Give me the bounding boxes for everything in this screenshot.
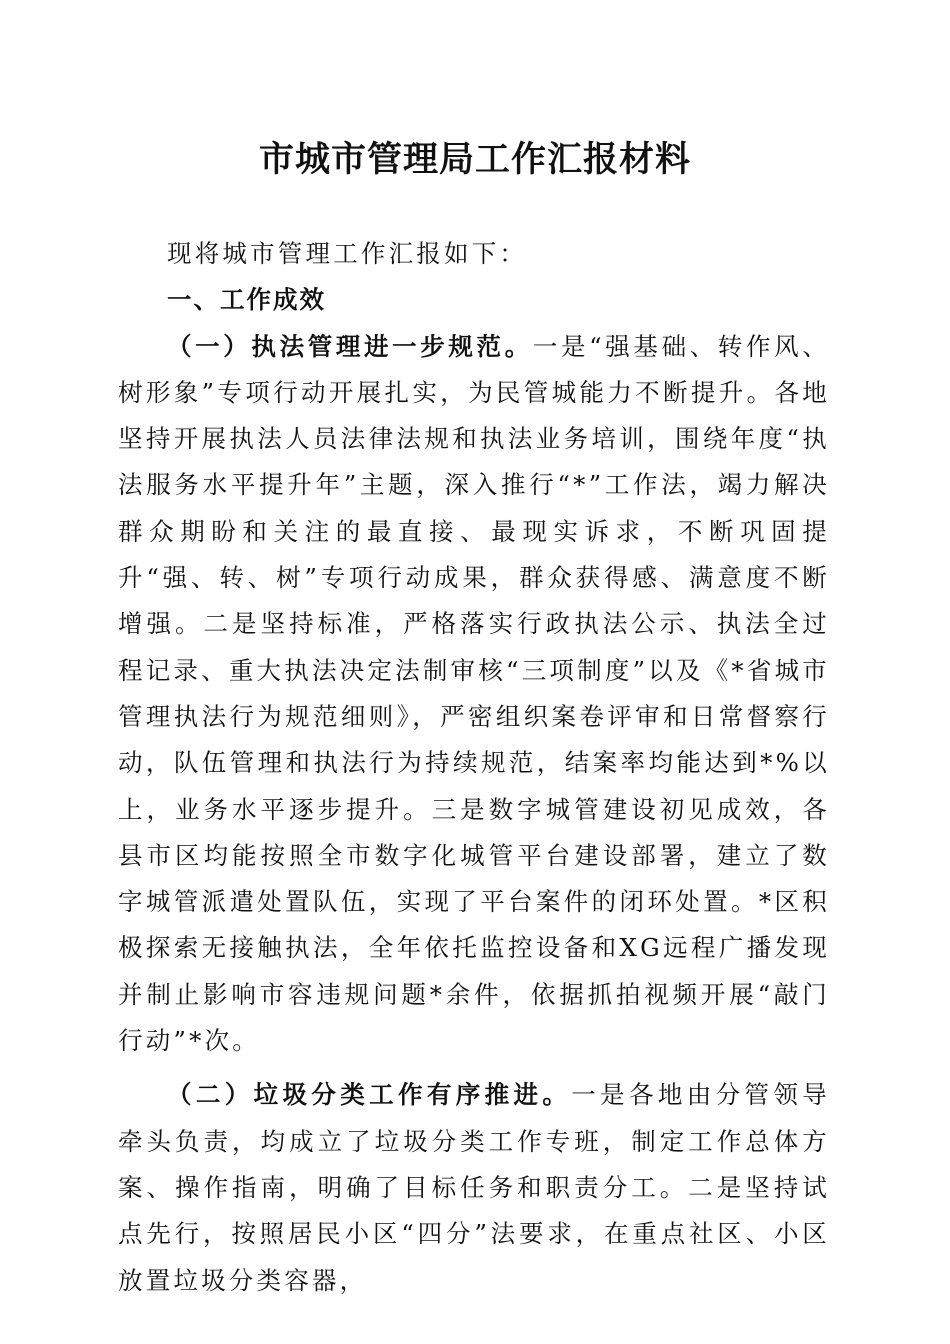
paragraph-item-2 <box>118 1072 830 1303</box>
item-2-lead: （二）垃圾分类工作有序推进。 <box>167 1080 572 1110</box>
paragraph-item-1 <box>118 324 830 1065</box>
intro-paragraph: 现将城市管理工作汇报如下： <box>167 239 528 268</box>
item-1-text: 一是“强基础、转作风、树形象”专项行动开展扎实，为民管城能力不断提升。各地坚持开展执法人员法律法规和执法业务培训，围绕年度“执法服务水平提升年”主题，深入推行“*”工作法，竭力解决群众期盼和关注的最直接、最现实诉求，不断巩固提升“强、转、树”专项行动成果，群众获得感、满意度不断增强。二是坚持标准，严格落实行政执法公示、执法全过程记录、重大执法决定法制审核“三项制度”以及《*省城市管理执法行为规范细则》，严密组织案卷评审和日常督察行动，队伍管理和执法行为持续规范，结案率均能达到*%以上，业务水平逐步提升。三是数字城管建设初见成效，各县市区均能按照全市数字化城管平台建设部署，建立了数字城管派遣处置队伍，实现了平台案件的闭环处置。*区积极探索无接触执法，全年依托监控设备和XG远程广播发现并制止影响市容违规问题*余件，依据抓拍视频开展“敲门行动”*次。 <box>118 331 830 1056</box>
section-heading: 一、工作成效 <box>167 285 326 315</box>
item-1-lead: （一）执法管理进一步规范。 <box>167 331 533 361</box>
document-title: 市城市管理局工作汇报材料 <box>258 139 691 180</box>
document-body <box>118 231 830 1304</box>
item-2-text: 一是各地由分管领导牵头负责，均成立了垃圾分类工作专班，制定工作总体方案、操作指南，明确了目标任务和职责分工。二是坚持试点先行，按照居民小区“四分”法要求，在重点社区、小区放置垃圾分类容器， <box>118 1080 830 1295</box>
